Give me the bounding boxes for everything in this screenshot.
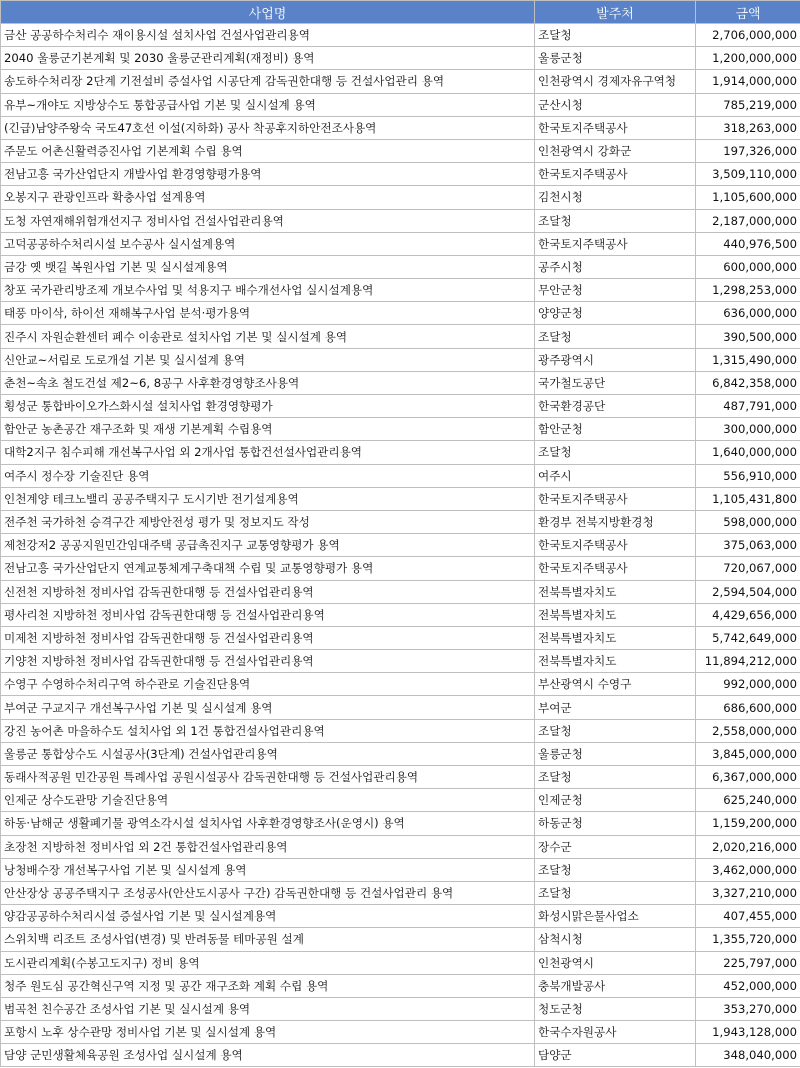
cell-amount: 6,367,000,000 <box>696 766 800 789</box>
cell-project-name: 인천계양 테크노밸리 공공주택지구 도시기반 전기설계용역 <box>1 487 535 510</box>
table-row <box>1 789 800 812</box>
table-row <box>1 93 800 116</box>
table-row <box>1 951 800 974</box>
cell-project-name: 강진 농어촌 마을하수도 설치사업 외 1건 통합건설사업관리용역 <box>1 719 535 742</box>
cell-client: 인천광역시 강화군 <box>535 139 696 162</box>
table-row <box>1 325 800 348</box>
cell-client: 삼척시청 <box>535 928 696 951</box>
cell-amount: 556,910,000 <box>696 464 800 487</box>
table-row <box>1 255 800 278</box>
cell-amount: 318,263,000 <box>696 116 800 139</box>
cell-amount: 1,200,000,000 <box>696 47 800 70</box>
cell-project-name: 하동·남해군 생활폐기물 광역소각시설 설치사업 사후환경영향조사(운영시) 용역 <box>1 812 535 835</box>
cell-client: 조달청 <box>535 858 696 881</box>
cell-amount: 225,797,000 <box>696 951 800 974</box>
cell-project-name: (긴급)남양주왕숙 국도47호선 이설(지하화) 공사 착공후지하안전조사용역 <box>1 116 535 139</box>
cell-amount: 1,105,600,000 <box>696 186 800 209</box>
cell-client: 한국토지주택공사 <box>535 557 696 580</box>
cell-project-name: 송도하수처리장 2단계 기전설비 증설사업 시공단계 감독권한대행 등 건설사업관리 용역 <box>1 70 535 93</box>
table-row <box>1 232 800 255</box>
cell-amount: 785,219,000 <box>696 93 800 116</box>
table-row <box>1 163 800 186</box>
table-row <box>1 835 800 858</box>
cell-client: 한국토지주택공사 <box>535 116 696 139</box>
table-row <box>1 139 800 162</box>
table-row <box>1 603 800 626</box>
cell-project-name: 대학2지구 침수피해 개선복구사업 외 2개사업 통합건선설사업관리용역 <box>1 441 535 464</box>
cell-amount: 4,429,656,000 <box>696 603 800 626</box>
cell-amount: 3,462,000,000 <box>696 858 800 881</box>
table-row <box>1 650 800 673</box>
cell-amount: 598,000,000 <box>696 510 800 533</box>
cell-project-name: 범곡천 친수공간 조성사업 기본 및 실시설계 용역 <box>1 997 535 1020</box>
cell-project-name: 태풍 마이삭, 하이선 재해복구사업 분석·평가용역 <box>1 302 535 325</box>
header-client: 발주처 <box>535 1 696 24</box>
cell-client: 조달청 <box>535 24 696 47</box>
cell-amount: 600,000,000 <box>696 255 800 278</box>
cell-client: 인천광역시 경제자유구역청 <box>535 70 696 93</box>
cell-project-name: 낭청배수장 개선복구사업 기본 및 실시설계 용역 <box>1 858 535 881</box>
table-row <box>1 209 800 232</box>
cell-amount: 2,187,000,000 <box>696 209 800 232</box>
cell-amount: 197,326,000 <box>696 139 800 162</box>
cell-client: 담양군 <box>535 1044 696 1067</box>
cell-amount: 1,355,720,000 <box>696 928 800 951</box>
cell-project-name: 유부~개야도 지방상수도 통합공급사업 기본 및 실시설계 용역 <box>1 93 535 116</box>
cell-project-name: 기양천 지방하천 정비사업 감독권한대행 등 건설사업관리용역 <box>1 650 535 673</box>
table-row <box>1 719 800 742</box>
cell-client: 조달청 <box>535 441 696 464</box>
cell-amount: 452,000,000 <box>696 974 800 997</box>
cell-client: 김천시청 <box>535 186 696 209</box>
table-row <box>1 186 800 209</box>
cell-client: 공주시청 <box>535 255 696 278</box>
cell-client: 국가철도공단 <box>535 371 696 394</box>
table-row <box>1 24 800 47</box>
cell-amount: 390,500,000 <box>696 325 800 348</box>
cell-project-name: 횡성군 통합바이오가스화시설 설치사업 환경영향평가 <box>1 395 535 418</box>
cell-client: 조달청 <box>535 325 696 348</box>
cell-client: 청도군청 <box>535 997 696 1020</box>
cell-amount: 3,327,210,000 <box>696 881 800 904</box>
cell-client: 울릉군청 <box>535 47 696 70</box>
cell-client: 전북특별자치도 <box>535 650 696 673</box>
cell-project-name: 전남고흥 국가산업단지 연계교통체계구축대책 수립 및 교통영향평가 용역 <box>1 557 535 580</box>
cell-client: 전북특별자치도 <box>535 580 696 603</box>
cell-amount: 720,067,000 <box>696 557 800 580</box>
cell-client: 한국수자원공사 <box>535 1021 696 1044</box>
cell-project-name: 주문도 어촌신활력증진사업 기본계획 수립 용역 <box>1 139 535 162</box>
cell-client: 군산시청 <box>535 93 696 116</box>
table-row <box>1 580 800 603</box>
cell-client: 한국토지주택공사 <box>535 487 696 510</box>
cell-amount: 6,842,358,000 <box>696 371 800 394</box>
header-project-name: 사업명 <box>1 1 535 24</box>
cell-client: 인제군청 <box>535 789 696 812</box>
cell-project-name: 금강 옛 뱃길 복원사업 기본 및 실시설계용역 <box>1 255 535 278</box>
table-row <box>1 348 800 371</box>
header-amount: 금액 <box>696 1 800 24</box>
cell-amount: 2,706,000,000 <box>696 24 800 47</box>
cell-client: 조달청 <box>535 719 696 742</box>
cell-project-name: 진주시 자원순환센터 폐수 이송관로 설치사업 기본 및 실시설계 용역 <box>1 325 535 348</box>
table-row <box>1 279 800 302</box>
cell-client: 한국토지주택공사 <box>535 534 696 557</box>
cell-client: 함안군청 <box>535 418 696 441</box>
cell-amount: 348,040,000 <box>696 1044 800 1067</box>
table-row <box>1 766 800 789</box>
cell-client: 한국환경공단 <box>535 395 696 418</box>
cell-project-name: 제천강저2 공공지원민간임대주택 공급촉진지구 교통영향평가 용역 <box>1 534 535 557</box>
cell-amount: 1,943,128,000 <box>696 1021 800 1044</box>
cell-project-name: 2040 울릉군기본계획 및 2030 울릉군관리계획(재정비) 용역 <box>1 47 535 70</box>
cell-client: 여주시 <box>535 464 696 487</box>
table-row <box>1 905 800 928</box>
cell-amount: 1,159,200,000 <box>696 812 800 835</box>
cell-client: 양양군청 <box>535 302 696 325</box>
cell-amount: 5,742,649,000 <box>696 626 800 649</box>
cell-amount: 686,600,000 <box>696 696 800 719</box>
cell-amount: 487,791,000 <box>696 395 800 418</box>
cell-project-name: 도청 자연재해위험개선지구 정비사업 건설사업관리용역 <box>1 209 535 232</box>
cell-project-name: 안산장상 공공주택지구 조성공사(안산도시공사 구간) 감독권한대행 등 건설사업관리 용역 <box>1 881 535 904</box>
cell-client: 부여군 <box>535 696 696 719</box>
cell-client: 인천광역시 <box>535 951 696 974</box>
table-row <box>1 626 800 649</box>
cell-amount: 353,270,000 <box>696 997 800 1020</box>
table-row <box>1 418 800 441</box>
table-row <box>1 487 800 510</box>
cell-amount: 407,455,000 <box>696 905 800 928</box>
cell-client: 조달청 <box>535 881 696 904</box>
cell-client: 전북특별자치도 <box>535 603 696 626</box>
table-row <box>1 441 800 464</box>
cell-project-name: 오봉지구 관광인프라 확충사업 설계용역 <box>1 186 535 209</box>
cell-project-name: 양감공공하수처리시설 증설사업 기본 및 실시설계용역 <box>1 905 535 928</box>
cell-amount: 375,063,000 <box>696 534 800 557</box>
table-row <box>1 534 800 557</box>
cell-client: 조달청 <box>535 209 696 232</box>
cell-project-name: 신전천 지방하천 정비사업 감독권한대행 등 건설사업관리용역 <box>1 580 535 603</box>
table-row <box>1 742 800 765</box>
cell-amount: 636,000,000 <box>696 302 800 325</box>
table-row <box>1 928 800 951</box>
cell-amount: 440,976,500 <box>696 232 800 255</box>
cell-project-name: 울릉군 통합상수도 시설공사(3단계) 건설사업관리용역 <box>1 742 535 765</box>
cell-amount: 2,020,216,000 <box>696 835 800 858</box>
cell-project-name: 미제천 지방하천 정비사업 감독권한대행 등 건설사업관리용역 <box>1 626 535 649</box>
cell-amount: 3,845,000,000 <box>696 742 800 765</box>
cell-project-name: 도시관리계획(수봉고도지구) 정비 용역 <box>1 951 535 974</box>
table-row <box>1 510 800 533</box>
cell-project-name: 금산 공공하수처리수 재이용시설 설치사업 건설사업관리용역 <box>1 24 535 47</box>
cell-project-name: 초장천 지방하천 정비사업 외 2건 통합건설사업관리용역 <box>1 835 535 858</box>
cell-client: 전북특별자치도 <box>535 626 696 649</box>
cell-project-name: 수영구 수영하수처리구역 하수관로 기술진단용역 <box>1 673 535 696</box>
table-row <box>1 371 800 394</box>
cell-client: 울릉군청 <box>535 742 696 765</box>
table-row <box>1 997 800 1020</box>
cell-amount: 1,298,253,000 <box>696 279 800 302</box>
table-row <box>1 47 800 70</box>
cell-project-name: 전남고흥 국가산업단지 개발사업 환경영향평가용역 <box>1 163 535 186</box>
cell-project-name: 함안군 농촌공간 재구조화 및 재생 기본계획 수립용역 <box>1 418 535 441</box>
cell-client: 충북개발공사 <box>535 974 696 997</box>
cell-amount: 3,509,110,000 <box>696 163 800 186</box>
cell-project-name: 여주시 정수장 기술진단 용역 <box>1 464 535 487</box>
cell-project-name: 청주 원도심 공간혁신구역 지정 및 공간 재구조화 계획 수립 용역 <box>1 974 535 997</box>
cell-amount: 1,640,000,000 <box>696 441 800 464</box>
cell-project-name: 포항시 노후 상수관망 정비사업 기본 및 실시설계 용역 <box>1 1021 535 1044</box>
table-row <box>1 974 800 997</box>
cell-client: 무안군청 <box>535 279 696 302</box>
cell-amount: 1,105,431,800 <box>696 487 800 510</box>
cell-amount: 2,594,504,000 <box>696 580 800 603</box>
cell-client: 화성시맑은물사업소 <box>535 905 696 928</box>
table-row <box>1 1021 800 1044</box>
header-row <box>1 1 800 24</box>
cell-client: 부산광역시 수영구 <box>535 673 696 696</box>
cell-project-name: 고덕공공하수처리시설 보수공사 실시설계용역 <box>1 232 535 255</box>
table-row <box>1 70 800 93</box>
table-row <box>1 881 800 904</box>
table-row <box>1 812 800 835</box>
table-row <box>1 464 800 487</box>
cell-project-name: 전주천 국가하천 승격구간 제방안전성 평가 및 정보지도 작성 <box>1 510 535 533</box>
cell-client: 조달청 <box>535 766 696 789</box>
cell-client: 하동군청 <box>535 812 696 835</box>
cell-client: 한국토지주택공사 <box>535 232 696 255</box>
cell-project-name: 신안교~서림로 도로개설 기본 및 실시설계 용역 <box>1 348 535 371</box>
cell-project-name: 인제군 상수도관망 기술진단용역 <box>1 789 535 812</box>
cell-amount: 992,000,000 <box>696 673 800 696</box>
cell-amount: 11,894,212,000 <box>696 650 800 673</box>
cell-project-name: 부여군 구교지구 개선복구사업 기본 및 실시설계 용역 <box>1 696 535 719</box>
cell-client: 광주광역시 <box>535 348 696 371</box>
cell-client: 장수군 <box>535 835 696 858</box>
cell-project-name: 스위치백 리조트 조성사업(변경) 및 반려동물 테마공원 설계 <box>1 928 535 951</box>
cell-project-name: 평사리천 지방하천 정비사업 감독권한대행 등 건설사업관리용역 <box>1 603 535 626</box>
cell-amount: 1,914,000,000 <box>696 70 800 93</box>
table-row <box>1 395 800 418</box>
cell-amount: 2,558,000,000 <box>696 719 800 742</box>
table-row <box>1 116 800 139</box>
table-row <box>1 557 800 580</box>
cell-amount: 1,315,490,000 <box>696 348 800 371</box>
cell-client: 환경부 전북지방환경청 <box>535 510 696 533</box>
cell-project-name: 동래사적공원 민간공원 특례사업 공원시설공사 감독권한대행 등 건설사업관리용역 <box>1 766 535 789</box>
cell-project-name: 창포 국가관리방조제 개보수사업 및 석용지구 배수개선사업 실시설계용역 <box>1 279 535 302</box>
table-row <box>1 1044 800 1067</box>
table-row <box>1 858 800 881</box>
table-row <box>1 302 800 325</box>
cell-amount: 300,000,000 <box>696 418 800 441</box>
cell-project-name: 춘천~속초 철도건설 제2~6, 8공구 사후환경영향조사용역 <box>1 371 535 394</box>
cell-amount: 625,240,000 <box>696 789 800 812</box>
cell-project-name: 담양 군민생활체육공원 조성사업 실시설계 용역 <box>1 1044 535 1067</box>
table-row <box>1 673 800 696</box>
cell-client: 한국토지주택공사 <box>535 163 696 186</box>
table-row <box>1 696 800 719</box>
